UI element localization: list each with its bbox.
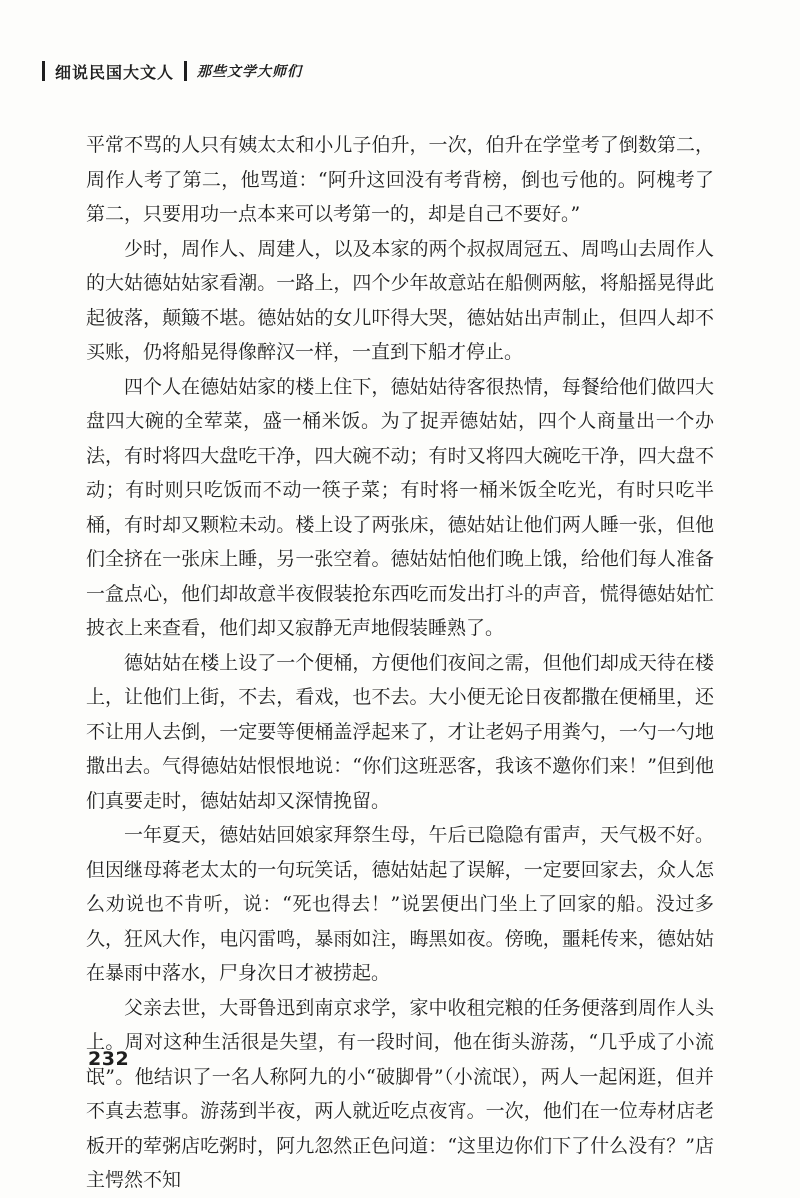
running-header	[42, 57, 302, 85]
paragraph: 德姑姑在楼上设了一个便桶，方便他们夜间之需，但他们却成天待在楼上，让他们上街，不去，看戏，也不去。大小便无论日夜都撒在便桶里，还不让用人去倒，一定要等便桶盖浮起来了，才让老妈子用粪勺，一勺一勺地撒出去。气得德姑姑恨恨地说：“你们这班恶客，我该不邀你们来！”但到他们真要走时，德姑姑却又深情挽留。	[86, 651, 714, 812]
paragraph: 一年夏天，德姑姑回娘家拜祭生母，午后已隐隐有雷声，天气极不好。但因继母蒋老太太的一句玩笑话，德姑姑起了误解，一定要回家去，众人怎么劝说也不肯听，说：“死也得去！”说罢便出门坐上了回家的船。没过多久，狂风大作，电闪雷鸣，暴雨如注，晦黑如夜。傍晚，噩耗传来，德姑姑在暴雨中落水，尸身次日才被捞起。	[86, 824, 714, 984]
section-title: 那些文学大师们	[197, 64, 303, 80]
paragraph: 四个人在德姑姑家的楼上住下，德姑姑待客很热情，每餐给他们做四大盘四大碗的全荤菜，盛一桶米饭。为了捉弄德姑姑，四个人商量出一个办法，有时将四大盘吃干净，四大碗不动；有时又将四大碗吃干净，四大盘不动；有时则只吃饭而不动一筷子菜；有时将一桶米饭全吃光，有时只吃半桶，有时却又颗粒未动。楼上设了两张床，德姑姑让他们两人睡一张，但他们全挤在一张床上睡，另一张空着。德姑姑怕他们晚上饿，给他们每人准备一盒点心，他们却故意半夜假装抢东西吃而发出打斗的声音，慌得德姑姑忙披衣上来查看，他们却又寂静无声地假装睡熟了。	[86, 375, 714, 639]
book-title: 细说民国大文人	[55, 62, 175, 82]
paragraph: 父亲去世，大哥鲁迅到南京求学，家中收租完粮的任务便落到周作人头上。周对这种生活很是失望，有一段时间，他在街头游荡，“几乎成了小流氓”。他结识了一名人称阿九的小“破脚骨”（小流氓），两人一起闲逛，但并不真去惹事。游荡到半夜，两人就近吃点夜宵。一次，他们在一位寿材店老板开的荤粥店吃粥时，阿九忽然正色问道：“这里边你们下了什么没有？”店主愕然不知	[86, 996, 714, 1191]
page-number: 232	[88, 1048, 130, 1070]
header-divider	[42, 61, 45, 81]
paragraph: 少时，周作人、周建人，以及本家的两个叔叔周冠五、周鸣山去周作人的大姑德姑姑家看潮。一路上，四个少年故意站在船侧两舷，将船摇晃得此起彼落，颠簸不堪。德姑姑的女儿吓得大哭，德姑姑出声制止，但四人却不买账，仍将船晃得像醉汉一样，一直到下船才停止。	[86, 237, 714, 363]
paragraph: 平常不骂的人只有姨太太和小儿子伯升，一次，伯升在学堂考了倒数第二，周作人考了第二，他骂道：“阿升这回没有考背榜，倒也亏他的。阿槐考了第二，只要用功一点本来可以考第一的，却是自己不要好。”	[86, 134, 714, 225]
header-divider	[184, 61, 187, 81]
body-text	[86, 128, 714, 1198]
